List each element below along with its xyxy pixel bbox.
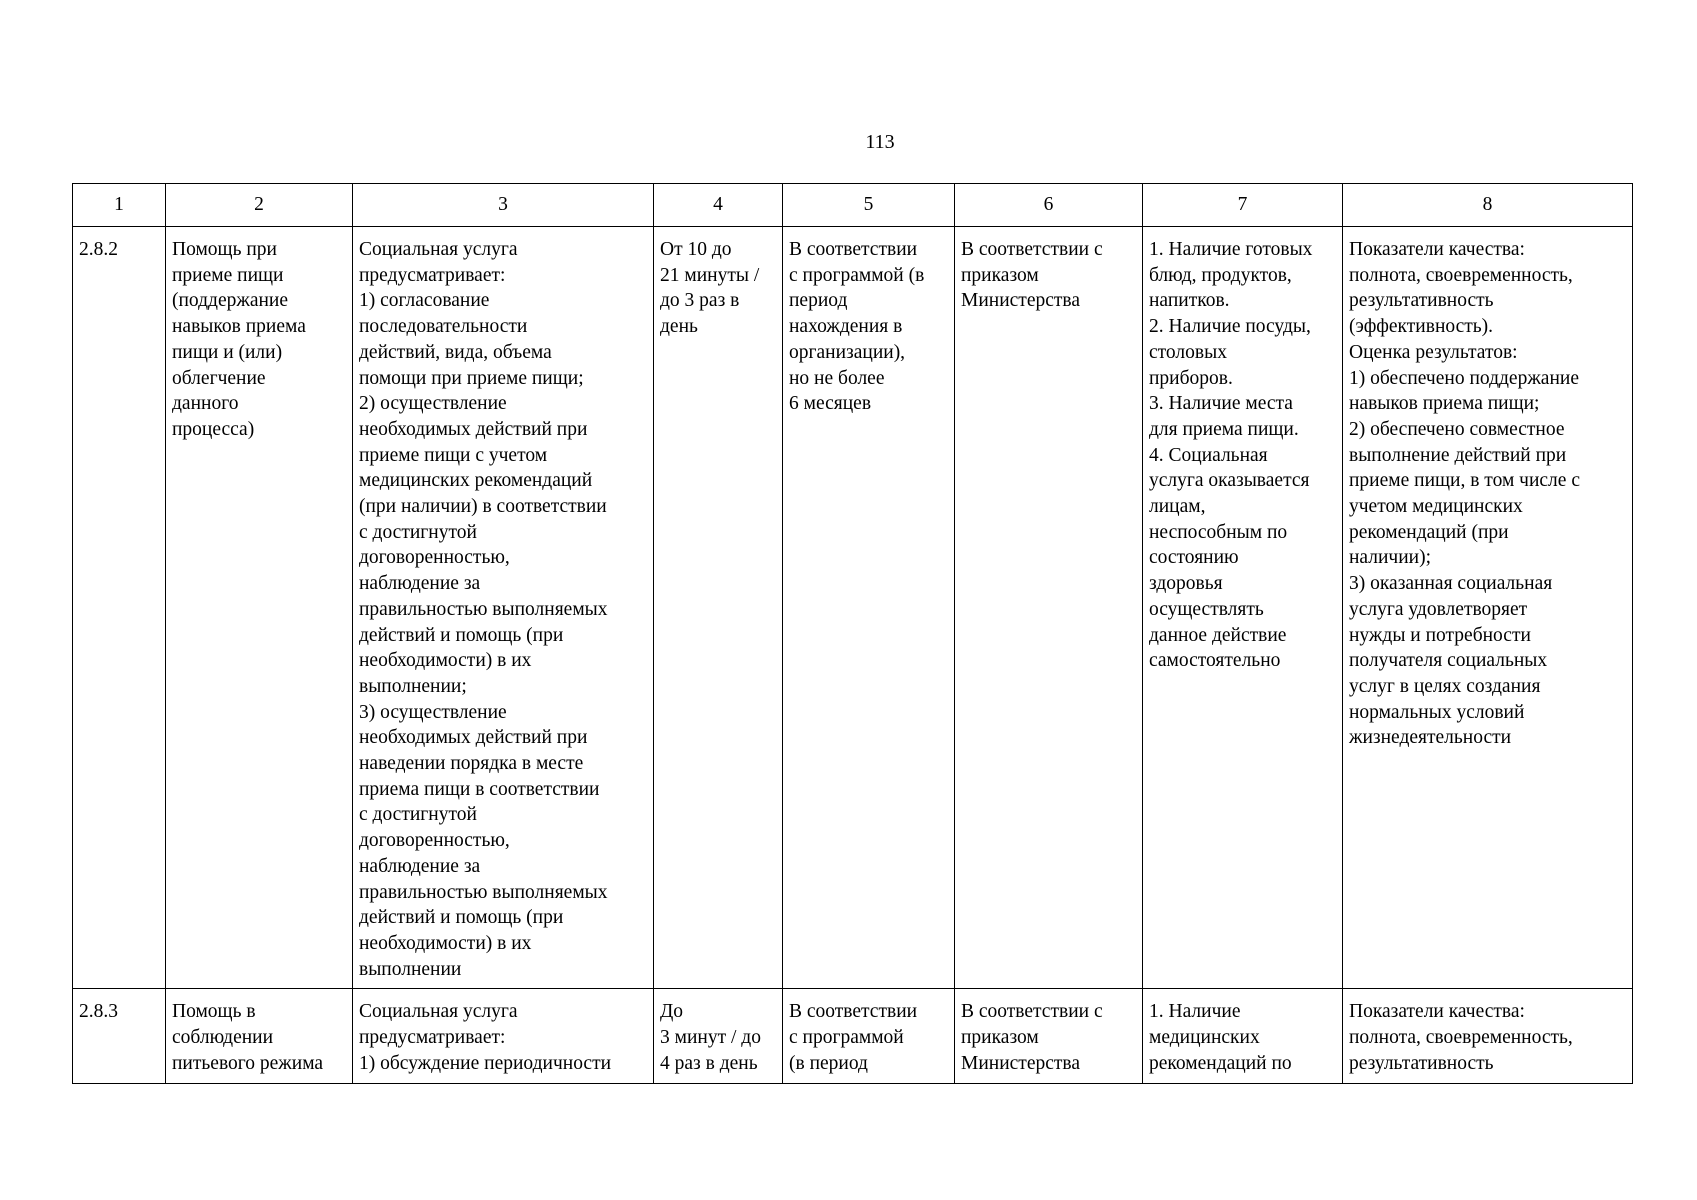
text-line: для приема пищи. (1149, 418, 1299, 440)
text-line: выполнении; (359, 675, 467, 697)
text-line: получателя социальных (1349, 650, 1548, 672)
text-line: предусматривает: (359, 1027, 506, 1049)
text-line: облегчение (172, 367, 266, 389)
text-line: наблюдение за (359, 573, 481, 595)
text-line: приборов. (1149, 367, 1233, 389)
text-line: услуг в целях создания (1349, 675, 1541, 697)
text-line: нахождения в (789, 316, 903, 338)
text-line: столовых (1149, 341, 1227, 363)
column-header: 4 (654, 184, 783, 227)
text-line: приказом (961, 1027, 1039, 1049)
text-line: необходимости) в их (359, 932, 532, 954)
text-line: 2) обеспечено совместное (1349, 418, 1565, 440)
text-line: 3. Наличие места (1149, 393, 1293, 415)
text-line: лицам, (1149, 496, 1206, 518)
service-name (166, 989, 353, 1083)
service-conditions (1143, 227, 1343, 989)
service-period (783, 989, 955, 1083)
text-line: 1) обсуждение периодичности (359, 1052, 612, 1074)
text-line: До (660, 1001, 684, 1023)
text-line: напитков. (1149, 290, 1230, 312)
text-line: (в период (789, 1052, 868, 1074)
service-name (166, 227, 353, 989)
quality-indicators (1343, 989, 1633, 1083)
text-line: договоренностью, (359, 830, 510, 852)
quality-indicators (1343, 227, 1633, 989)
text-line: 6 месяцев (789, 393, 872, 415)
text-line: нужды и потребности (1349, 624, 1531, 646)
text-line: питьевого режима (172, 1052, 324, 1074)
text-line: 21 минуты / (660, 264, 760, 286)
column-header: 3 (353, 184, 654, 227)
text-line: результативность (1349, 1052, 1494, 1074)
text-line: необходимых действий при (359, 418, 588, 440)
text-line: действий и помощь (при (359, 907, 564, 929)
table-row (73, 227, 1633, 989)
text-line: нормальных условий (1349, 701, 1525, 723)
text-line: помощи при приеме пищи; (359, 367, 584, 389)
text-line: 2) осуществление (359, 393, 507, 415)
text-line: 1. Наличие (1149, 1001, 1241, 1023)
text-line: процесса) (172, 418, 255, 440)
column-header: 6 (955, 184, 1143, 227)
text-line: выполнении (359, 958, 462, 980)
text-line: но не более (789, 367, 885, 389)
text-line: (поддержание (172, 290, 289, 312)
text-line: Показатели качества: (1349, 1001, 1525, 1023)
service-conditions (1143, 989, 1343, 1083)
text-line: рекомендаций по (1149, 1052, 1292, 1074)
text-line: наведении порядка в месте (359, 753, 584, 775)
column-header: 1 (73, 184, 166, 227)
time-norm (654, 989, 783, 1083)
page-number: 113 (865, 131, 895, 153)
text-line: 4 раз в день (660, 1052, 758, 1074)
text-line: услуга оказывается (1149, 470, 1310, 492)
table-header-row (73, 184, 1633, 227)
text-line: с программой (в (789, 264, 925, 286)
text-line: неспособным по (1149, 521, 1288, 543)
text-line: приема пищи в соответствии (359, 778, 600, 800)
text-line: Помощь в (172, 1001, 256, 1023)
service-id: 2.8.2 (73, 227, 166, 989)
text-line: результативность (1349, 290, 1494, 312)
text-line: состоянию (1149, 547, 1239, 569)
text-line: 1) согласование (359, 290, 490, 312)
text-line: 3 минут / до (660, 1027, 761, 1049)
text-line: Социальная услуга (359, 1001, 518, 1023)
text-line: 1) обеспечено поддержание (1349, 367, 1579, 389)
text-line: В соответствии с (961, 239, 1103, 260)
text-line: медицинских рекомендаций (359, 470, 593, 492)
text-line: навыков приема пищи; (1349, 393, 1540, 415)
text-line: организации), (789, 341, 906, 363)
services-table (72, 183, 1633, 1084)
text-line: наблюдение за (359, 855, 481, 877)
column-header: 2 (166, 184, 353, 227)
text-line: От 10 до (660, 239, 732, 260)
text-line: необходимых действий при (359, 727, 588, 749)
text-line: с программой (789, 1027, 904, 1049)
text-line: 3) осуществление (359, 701, 507, 723)
text-line: блюд, продуктов, (1149, 264, 1292, 286)
text-line: В соответствии (789, 1001, 918, 1023)
column-header: 5 (783, 184, 955, 227)
text-line: правильностью выполняемых (359, 598, 608, 620)
text-line: последовательности (359, 316, 528, 338)
text-line: В соответствии (789, 239, 918, 260)
text-line: Министерства (961, 1052, 1081, 1074)
text-line: приеме пищи (172, 264, 284, 286)
text-line: жизнедеятельности (1349, 727, 1512, 749)
service-tariff (955, 227, 1143, 989)
text-line: действий, вида, объема (359, 341, 552, 363)
text-line: наличии); (1349, 547, 1432, 569)
text-line: приеме пищи, в том числе с (1349, 470, 1580, 492)
text-line: (при наличии) в соответствии (359, 496, 607, 518)
text-line: Министерства (961, 290, 1081, 312)
text-line: медицинских (1149, 1027, 1260, 1049)
text-line: 4. Социальная (1149, 444, 1268, 466)
text-line: учетом медицинских (1349, 496, 1523, 518)
text-line: полнота, своевременность, (1349, 264, 1573, 286)
text-line: осуществлять (1149, 598, 1264, 620)
text-line: необходимости) в их (359, 650, 532, 672)
text-line: период (789, 290, 848, 312)
text-line: действий и помощь (при (359, 624, 564, 646)
table-row (73, 989, 1633, 1083)
text-line: здоровья (1149, 573, 1223, 595)
service-id: 2.8.3 (73, 989, 166, 1083)
text-line: Оценка результатов: (1349, 341, 1518, 363)
text-line: день (660, 316, 698, 338)
service-tariff (955, 989, 1143, 1083)
text-line: правильностью выполняемых (359, 881, 608, 903)
text-line: выполнение действий при (1349, 444, 1567, 466)
text-line: услуга удовлетворяет (1349, 598, 1528, 620)
text-line: Показатели качества: (1349, 239, 1525, 260)
text-line: самостоятельно (1149, 650, 1281, 672)
text-line: с достигнутой (359, 804, 477, 826)
column-header: 7 (1143, 184, 1343, 227)
text-line: данного (172, 393, 239, 415)
text-line: 2. Наличие посуды, (1149, 316, 1311, 338)
service-description (353, 989, 654, 1083)
text-line: до 3 раз в (660, 290, 740, 312)
text-line: рекомендаций (при (1349, 521, 1509, 543)
text-line: навыков приема (172, 316, 306, 338)
text-line: полнота, своевременность, (1349, 1027, 1573, 1049)
text-line: 1. Наличие готовых (1149, 239, 1313, 260)
text-line: 3) оказанная социальная (1349, 573, 1553, 595)
service-description (353, 227, 654, 989)
text-line: соблюдении (172, 1027, 274, 1049)
text-line: данное действие (1149, 624, 1287, 646)
text-line: приказом (961, 264, 1039, 286)
service-period (783, 227, 955, 989)
text-line: (эффективность). (1349, 316, 1494, 338)
column-header: 8 (1343, 184, 1633, 227)
text-line: пищи и (или) (172, 341, 283, 363)
text-line: Социальная услуга (359, 239, 518, 260)
text-line: В соответствии с (961, 1001, 1103, 1023)
text-line: приеме пищи с учетом (359, 444, 548, 466)
text-line: Помощь при (172, 239, 277, 260)
text-line: предусматривает: (359, 264, 506, 286)
text-line: с достигнутой (359, 521, 477, 543)
time-norm (654, 227, 783, 989)
text-line: договоренностью, (359, 547, 510, 569)
